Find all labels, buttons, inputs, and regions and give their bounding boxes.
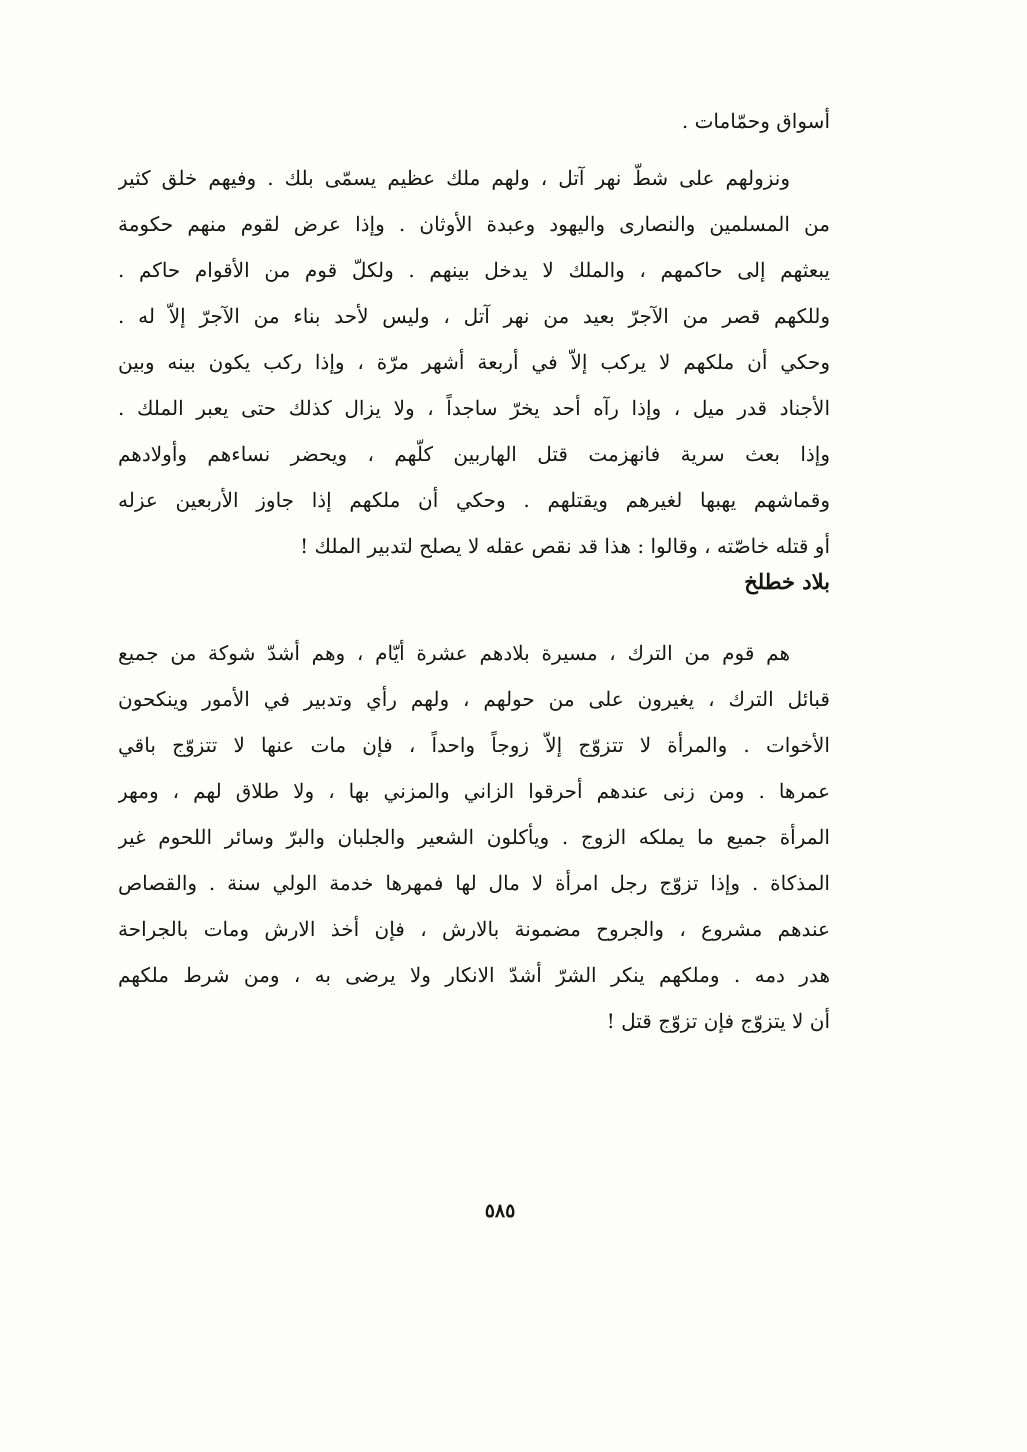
text-line: ونزولهم على شطّ نهر آتل ، ولهم ملك عظيم يسمّى بلك . وفيهم خلق كثير <box>118 166 791 190</box>
paragraph-2 <box>118 630 830 1044</box>
text-line: وحكي أن ملكهم لا يركب إلاّ في أربعة أشهر مرّة ، وإذا ركب يكون بينه وبين <box>118 350 830 374</box>
text-line: من المسلمين والنصارى واليهود وعبدة الأوثان . وإذا عرض لقوم منهم حكومة <box>118 212 830 236</box>
text-line: عمرها . ومن زنى عندهم أحرقوا الزاني والمزني بها ، ولا طلاق لهم ، ومهر <box>118 779 830 803</box>
text-line: الأخوات . والمرأة لا تتزوّج إلاّ زوجاً واحداً ، فإن مات عنها لا تتزوّج باقي <box>118 733 830 757</box>
text-line: وللكهم قصر من الآجرّ بعيد من نهر آتل ، وليس لأحد بناء من الآجرّ إلاّ له . <box>118 304 830 328</box>
text-line: قبائل الترك ، يغيرون على من حولهم ، ولهم رأي وتدبير في الأمور وينكحون <box>118 687 830 711</box>
text-line: أو قتله خاصّته ، وقالوا : هذا قد نقص عقله لا يصلح لتدبير الملك ! <box>300 534 830 558</box>
text-line: هدر دمه . وملكهم ينكر الشرّ أشدّ الانكار ولا يرضى به ، ومن شرط ملكهم <box>118 963 830 987</box>
text-line: أسواق وحمّامات . <box>681 109 830 133</box>
intro-text <box>118 98 830 144</box>
section-heading: بلاد خطلخ <box>744 569 830 594</box>
text-line: يبعثهم إلى حاكمهم ، والملك لا يدخل بينهم . ولكلّ قوم من الأقوام حاكم . <box>118 258 830 282</box>
text-line: وإذا بعث سرية فانهزمت قتل الهاربين كلّهم ، ويحضر نساءهم وأولادهم <box>118 442 830 466</box>
text-line: الأجناد قدر ميل ، وإذا رآه أحد يخرّ ساجداً ، ولا يزال كذلك حتى يعبر الملك . <box>118 396 830 420</box>
text-line: أن لا يتزوّج فإن تزوّج قتل ! <box>606 1009 830 1033</box>
text-line: المرأة جميع ما يملكه الزوج . ويأكلون الشعير والجلبان والبرّ وسائر اللحوم غير <box>118 825 830 849</box>
text-line: عندهم مشروع ، والجروح مضمونة بالارش ، فإن أخذ الارش ومات بالجراحة <box>118 917 830 941</box>
page-number: ٥٨٥ <box>484 1200 516 1222</box>
text-line: هم قوم من الترك ، مسيرة بلادهم عشرة أيّام ، وهم أشدّ شوكة من جميع <box>118 641 790 665</box>
text-line: المذكاة . وإذا تزوّج رجل امرأة لا مال لها فمهرها خدمة الولي سنة . والقصاص <box>118 871 830 895</box>
paragraph-1 <box>118 155 830 569</box>
text-line: وقماشهم يهبها لغيرهم ويقتلهم . وحكي أن ملكهم إذا جاوز الأربعين عزله <box>118 488 830 512</box>
